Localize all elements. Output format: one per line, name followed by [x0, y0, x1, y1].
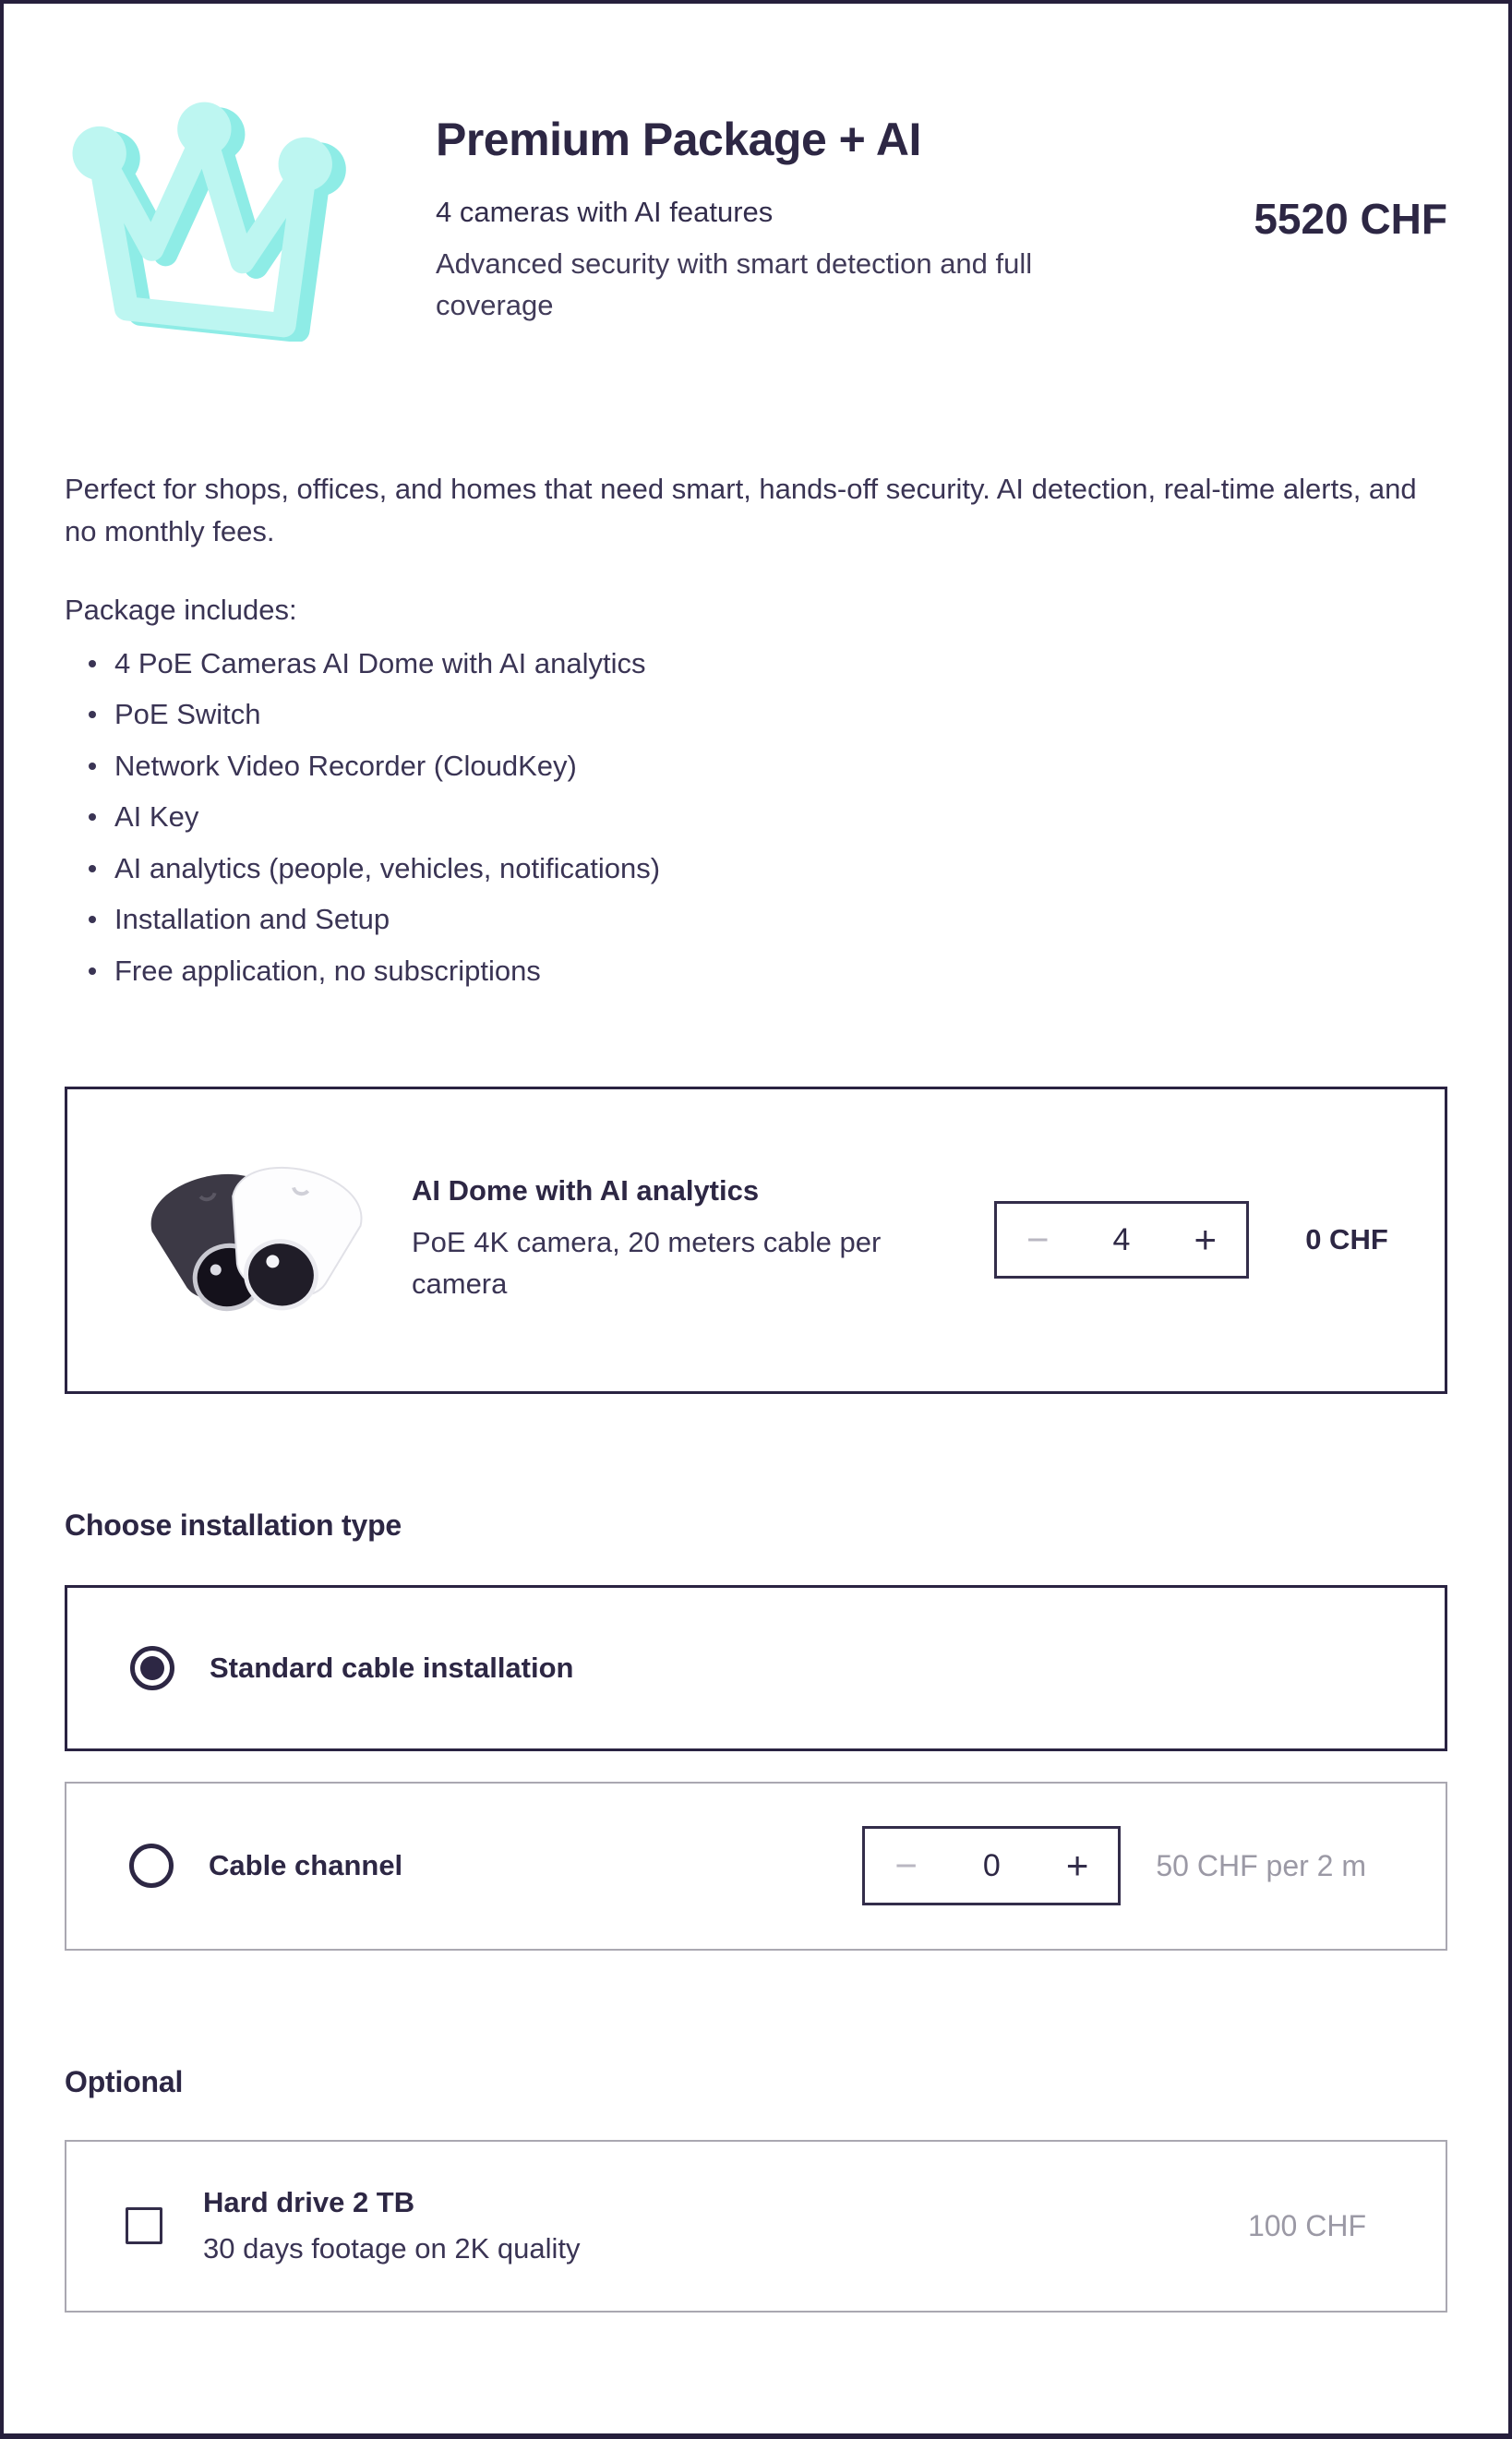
includes-label: Package includes: — [65, 593, 297, 626]
optional-item-description: 30 days footage on 2K quality — [203, 2232, 581, 2265]
installation-option-cable-channel[interactable] — [65, 1782, 1447, 1951]
list-item: Installation and Setup — [65, 905, 1447, 935]
intro-paragraph: Perfect for shops, offices, and homes that need smart, hands-off security. AI detection, real-time alerts, and no monthly fees. — [65, 473, 1417, 547]
product-price: 0 CHF — [1305, 1223, 1388, 1256]
includes-list — [65, 646, 1447, 988]
installation-option-label: Cable channel — [209, 1849, 403, 1882]
decrease-quantity-button[interactable]: − — [1026, 1218, 1050, 1262]
quantity-value: 0 — [982, 1847, 1001, 1883]
package-description: Advanced security with smart detection and full coverage — [436, 247, 1033, 321]
optional-item-title: Hard drive 2 TB — [203, 2186, 415, 2219]
optional-heading: Optional — [65, 2064, 184, 2098]
header-text-block — [436, 100, 1119, 327]
optional-item-price: 100 CHF — [1247, 2208, 1366, 2242]
package-total-price: 5520 CHF — [1254, 195, 1447, 243]
product-description: PoE 4K camera, 20 meters cable per camera — [412, 1226, 882, 1301]
installation-heading: Choose installation type — [65, 1508, 402, 1542]
decrease-quantity-button[interactable]: − — [894, 1844, 918, 1888]
list-item: PoE Switch — [65, 700, 1447, 730]
camera-quantity-stepper — [994, 1201, 1249, 1279]
increase-quantity-button[interactable]: + — [1194, 1218, 1217, 1262]
increase-quantity-button[interactable]: + — [1065, 1844, 1089, 1888]
list-item: 4 PoE Cameras AI Dome with AI analytics — [65, 649, 1447, 679]
package-header — [65, 100, 1447, 346]
list-item: Network Video Recorder (CloudKey) — [65, 751, 1447, 782]
radio-unselected-icon[interactable] — [129, 1844, 174, 1888]
hard-drive-checkbox[interactable] — [126, 2207, 162, 2244]
product-text-block — [412, 1174, 966, 1305]
cable-channel-quantity-stepper — [862, 1826, 1121, 1905]
cable-channel-price: 50 CHF per 2 m — [1156, 1848, 1366, 1882]
list-item: AI Key — [65, 802, 1447, 833]
crown-icon — [65, 100, 371, 346]
radio-selected-icon[interactable] — [130, 1646, 174, 1690]
product-title: AI Dome with AI analytics — [412, 1174, 760, 1207]
quantity-value: 4 — [1112, 1221, 1131, 1257]
dome-camera-product-image — [136, 1140, 371, 1340]
product-card-ai-dome — [65, 1087, 1447, 1394]
package-subtitle: 4 cameras with AI features — [436, 196, 774, 228]
list-item: AI analytics (people, vehicles, notifications) — [65, 854, 1447, 884]
optional-item-hard-drive[interactable] — [65, 2140, 1447, 2313]
optional-item-text-block — [203, 2186, 580, 2265]
installation-option-label: Standard cable installation — [210, 1651, 574, 1684]
page-title: Premium Package + AI — [436, 114, 921, 165]
installation-option-standard[interactable] — [65, 1585, 1447, 1751]
list-item: Free application, no subscriptions — [65, 956, 1447, 987]
